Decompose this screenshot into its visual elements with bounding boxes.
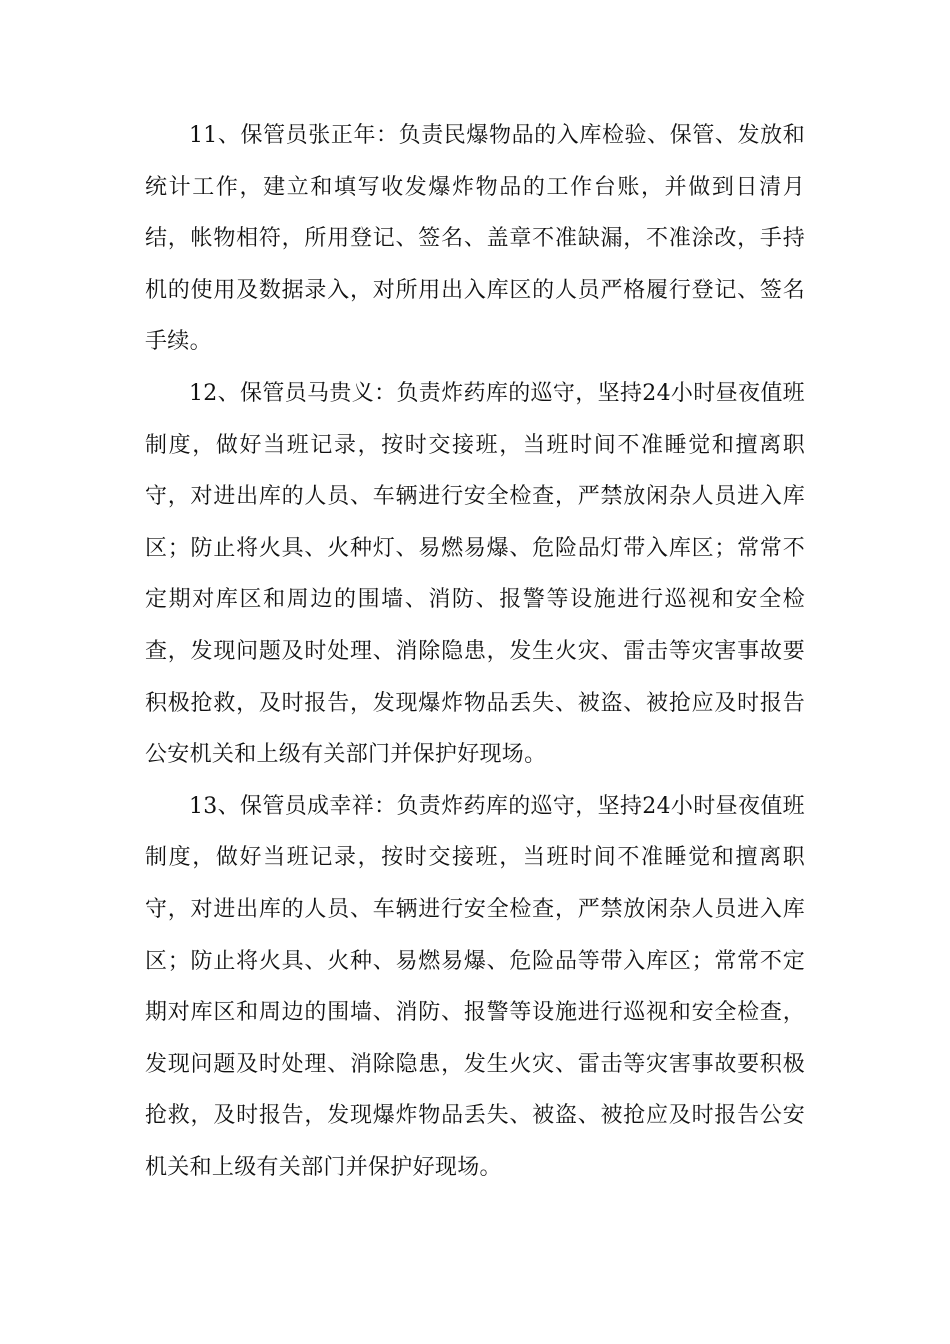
document-body bbox=[145, 110, 805, 1193]
paragraph-11: 11、保管员张正年：负责民爆物品的入库检验、保管、发放和统计工作，建立和填写收发爆炸物品的工作台账，并做到日清月结，帐物相符，所用登记、签名、盖章不准缺漏，不准涂改，手持机的使用及数据录入，对所用出入库区的人员严格履行登记、签名手续。 bbox=[145, 123, 805, 355]
paragraph-12: 12、保管员马贵义：负责炸药库的巡守，坚持24小时昼夜值班制度，做好当班记录，按时交接班，当班时间不准睡觉和擅离职守，对进出库的人员、车辆进行安全检查，严禁放闲杂人员进入库区；防止将火具、火种灯、易燃易爆、危险品灯带入库区；常常不定期对库区和周边的围墙、消防、报警等设施进行巡视和安全检查，发现问题及时处理、消除隐患，发生火灾、雷击等灾害事故要积极抢救，及时报告，发现爆炸物品丢失、被盗、被抢应及时报告公安机关和上级有关部门并保护好现场。 bbox=[145, 380, 805, 768]
paragraph-13: 13、保管员成幸祥：负责炸药库的巡守，坚持24小时昼夜值班制度，做好当班记录，按时交接班，当班时间不准睡觉和擅离职守，对进出库的人员、车辆进行安全检查，严禁放闲杂人员进入库区；防止将火具、火种、易燃易爆、危险品等带入库区；常常不定期对库区和周边的围墙、消防、报警等设施进行巡视和安全检查，发现问题及时处理、消除隐患，发生火灾、雷击等灾害事故要积极抢救，及时报告，发现爆炸物品丢失、被盗、被抢应及时报告公安机关和上级有关部门并保护好现场。 bbox=[145, 793, 805, 1180]
